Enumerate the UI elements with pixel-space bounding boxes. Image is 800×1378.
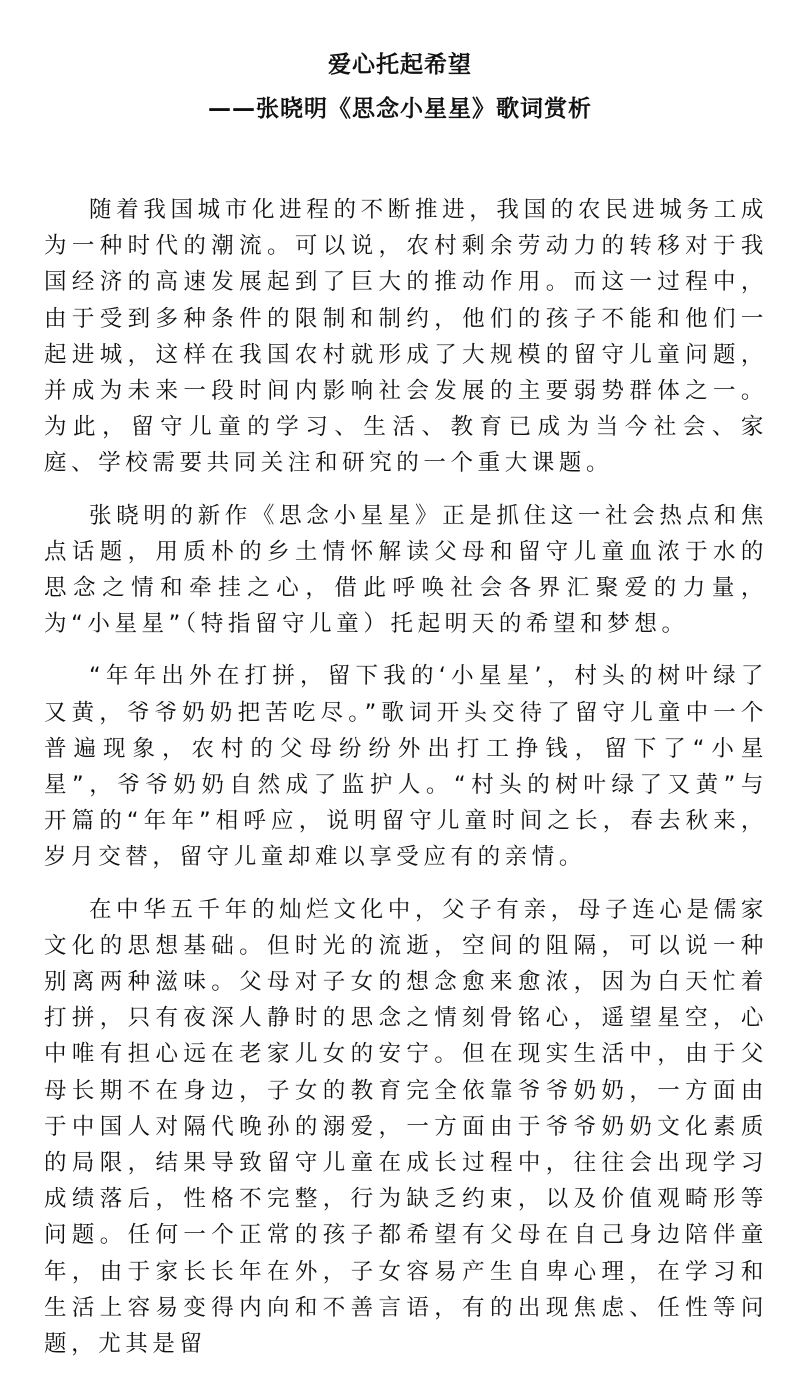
- paragraph-4: 在中华五千年的灿烂文化中，父子有亲，母子连心是儒家文化的思想基础。但时光的流逝，空间的阻隔，可以说一种别离两种滋味。父母对子女的想念愈来愈浓，因为白天忙着打拼，只有夜深人静时的思念之情刻骨铭心，遥望星空，心中唯有担心远在老家儿女的安宁。但在现实生活中，由于父母长期不在身边，子女的教育完全依靠爷爷奶奶，一方面由于中国人对隔代晚孙的溺爱，一方面由于爷爷奶奶文化素质的局限，结果导致留守儿童在成长过程中，往往会出现学习成绩落后，性格不完整，行为缺乏约束，以及价值观畸形等问题。任何一个正常的孩子都希望有父母在自己身边陪伴童年，由于家长长年在外，子女容易产生自卑心理，在学习和生活上容易变得内向和不善言语，有的出现焦虑、任性等问题，尤其是留: [44, 896, 768, 1358]
- paragraph-1: 随着我国城市化进程的不断推进，我国的农民进城务工成为一种时代的潮流。可以说，农村剩余劳动力的转移对于我国经济的高速发展起到了巨大的推动作用。而这一过程中，由于受到多种条件的限制和制约，他们的孩子不能和他们一起进城，这样在我国农村就形成了大规模的留守儿童问题，并成为未来一段时间内影响社会发展的主要弱势群体之一。为此，留守儿童的学习、生活、教育已成为当今社会、家庭、学校需要共同关注和研究的一个重大课题。: [44, 197, 768, 477]
- paragraph-2: 张晓明的新作《思念小星星》正是抓住这一社会热点和焦点话题，用质朴的乡土情怀解读父母和留守儿童血浓于水的思念之情和牵挂之心，借此呼唤社会各界汇聚爱的力量，为“小星星”（特指留守儿童）托起明天的希望和梦想。: [44, 502, 768, 638]
- page-subtitle: ——张晓明《思念小星星》歌词赏析: [208, 96, 592, 122]
- page-title: 爱心托起希望: [328, 52, 472, 78]
- article-body: [44, 192, 768, 1378]
- paragraph-3: “年年出外在打拼，留下我的‘小星星’，村头的树叶绿了又黄，爷爷奶奶把苦吃尽。”歌词开头交待了留守儿童中一个普遍现象，农村的父母纷纷外出打工挣钱，留下了“小星星”，爷爷奶奶自然成了监护人。“村头的树叶绿了又黄”与开篇的“年年”相呼应，说明留守儿童时间之长，春去秋来，岁月交替，留守儿童却难以享受应有的亲情。: [44, 663, 768, 871]
